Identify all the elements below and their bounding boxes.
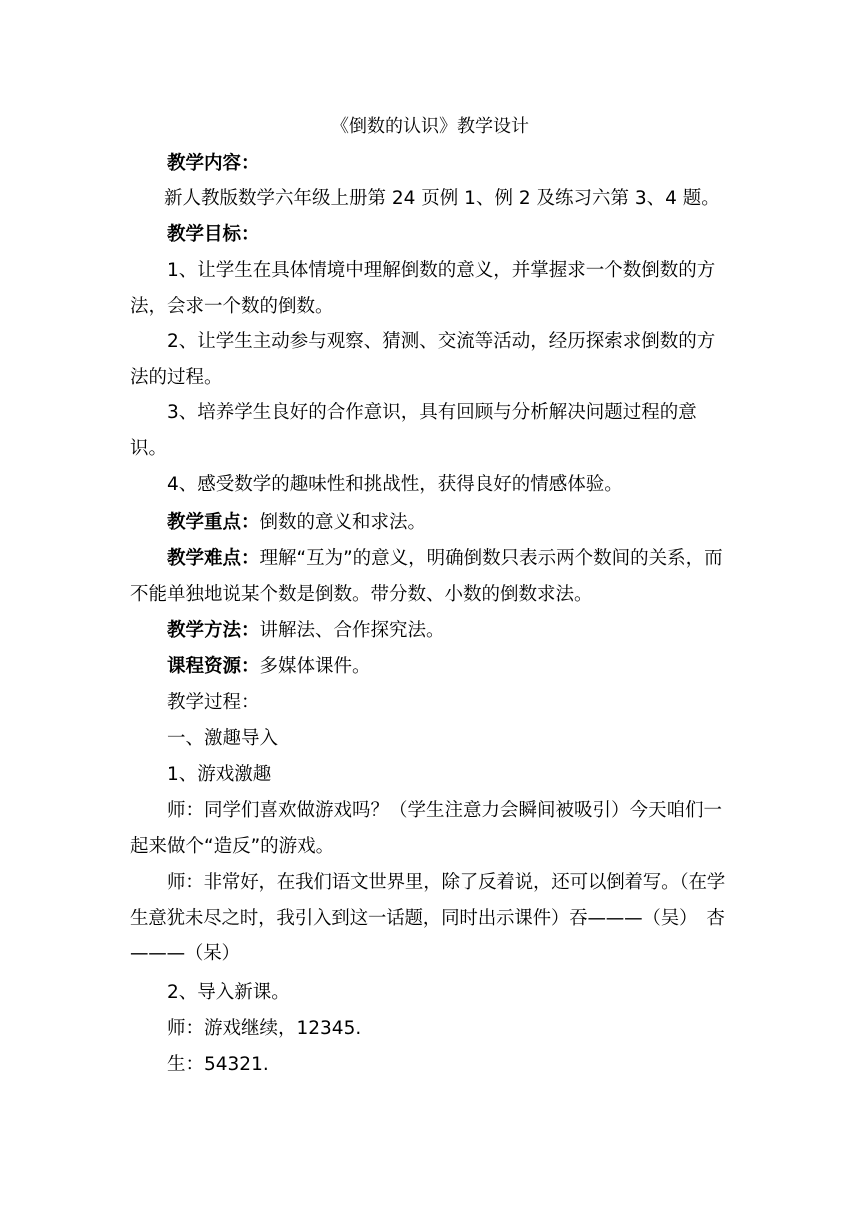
- content-heading: 教学内容：: [167, 153, 260, 174]
- goals-heading: 教学目标：: [167, 224, 260, 245]
- goal-item-1: 1、让学生在具体情境中理解倒数的意义，并掌握求一个数倒数的方法，会求一个数的倒数。: [130, 260, 716, 317]
- key-point-line: [130, 505, 732, 541]
- document-title: 《倒数的认识》教学设计: [331, 116, 529, 137]
- key-point-label: 教学重点：: [167, 512, 260, 533]
- difficulty-text: 理解“互为”的意义，明确倒数只表示两个数间的关系，而不能单独地说某个数是倒数。带分数、小数的倒数求法。: [130, 548, 723, 605]
- resource-line: [130, 649, 732, 685]
- step-heading-2: 2、导入新课。: [167, 982, 290, 1003]
- part-heading-1: 一、激趣导入: [167, 728, 279, 749]
- difficulty-line: [130, 541, 732, 612]
- difficulty-label: 教学难点：: [167, 548, 260, 569]
- method-line: [130, 613, 732, 649]
- teacher-line-2: 师：非常好，在我们语文世界里，除了反着说，还可以倒着写。（在学生意犹未尽之时，我引入到这一话题，同时出示课件）吞———（吴） 杏———（呆）: [130, 872, 726, 964]
- content-text: 新人教版数学六年级上册第 24 页例 1、例 2 及练习六第 3、4 题。: [164, 188, 720, 209]
- goal-item-4: 4、感受数学的趣味性和挑战性，获得良好的情感体验。: [167, 474, 623, 495]
- resource-label: 课程资源：: [167, 656, 260, 677]
- process-heading: 教学过程：: [167, 692, 260, 713]
- resource-text: 多媒体课件。: [259, 656, 371, 677]
- method-label: 教学方法：: [167, 620, 260, 641]
- method-text: 讲解法、合作探究法。: [259, 620, 445, 641]
- key-point-text: 倒数的意义和求法。: [259, 512, 427, 533]
- goal-item-2: 2、让学生主动参与观察、猜测、交流等活动，经历探索求倒数的方法的过程。: [130, 331, 716, 388]
- teacher-line-3: 师：游戏继续，12345.: [167, 1018, 362, 1039]
- teacher-line-1: 师：同学们喜欢做游戏吗？（学生注意力会瞬间被吸引）今天咱们一起来做个“造反”的游戏。: [130, 800, 723, 857]
- step-heading-1: 1、游戏激趣: [167, 764, 272, 785]
- goal-item-3: 3、培养学生良好的合作意识，具有回顾与分析解决问题过程的意识。: [130, 402, 697, 459]
- student-line-1: 生：54321.: [167, 1054, 269, 1075]
